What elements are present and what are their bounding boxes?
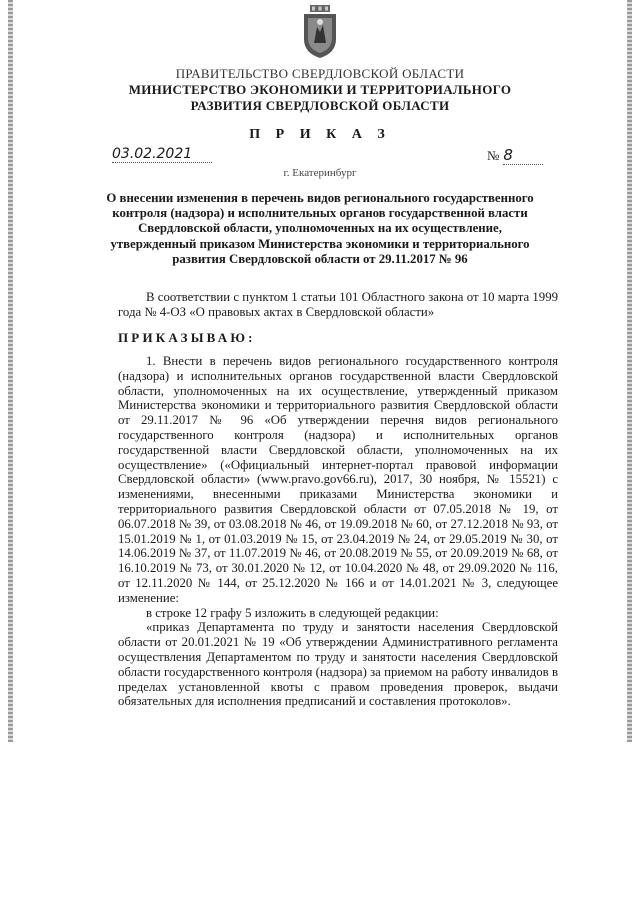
document-body bbox=[118, 354, 558, 709]
document-type: П Р И К А З bbox=[249, 127, 391, 142]
government-name: ПРАВИТЕЛЬСТВО СВЕРДЛОВСКОЙ ОБЛАСТИ bbox=[175, 66, 465, 81]
document-date: 03.02.2021 bbox=[112, 146, 212, 163]
ministry-name-cont: РАЗВИТИЯ СВЕРДЛОВСКОЙ ОБЛАСТИ bbox=[190, 98, 450, 113]
legal-basis: В соответствии с пунктом 1 статьи 101 Областного закона от 10 марта 1999 года № 4-ОЗ «О правовых актах в Свердловской области» bbox=[118, 290, 558, 319]
clause-1-row: в строке 12 графу 5 изложить в следующей редакции: bbox=[146, 605, 439, 620]
number-label: № bbox=[487, 148, 500, 163]
clause-1: 1. Внести в перечень видов регионального государственного контроля (надзора) и исполнительных органов государственной власти Свердловской области, уполномоченных на их осуществление, утвержденный приказом Министерства экономики и территориального развития Свердловской области от 29.11.2017 № 96 «Об утверждении перечня видов регионального государственного контроля (надзора) и исполнительных органов государственной власти Свердловской области, уполномоченных на их осуществление» («Официальный интернет-портал правовой информации Свердловской области» (www.pravo.gov66.ru), 2017, 30 ноября, № 15521) с изменениями, внесенными приказами Министерства экономики и территориального развития Свердловской области от 07.05.2018 № 19, от 06.07.2018 № 39, от 03.08.2018 № 46, от 19.09.2018 № 60, от 27.12.2018 № 93, от 15.01.2019 № 1, от 01.03.2019 № 15, от 23.04.2019 № 24, от 29.05.2019 № 30, от 14.06.2019 № 37, от 11.07.2019 № 46, от 20.08.2019 № 55, от 20.09.2019 № 68, от 16.10.2019 № 73, от 30.01.2020 № 12, от 10.04.2020 № 48, от 29.09.2020 № 116, от 12.11.2020 № 144, от 25.12.2020 № 166 и от 14.01.2021 № 3, следующее изменение: bbox=[118, 354, 558, 605]
document-title: О внесении изменения в перечень видов регионального государственного контроля (надзора) и исполнительных органов государственной власти Свердловской области, уполномоченных на их осуществление, утвержденный приказом Министерства экономики и территориального развития Свердловской области от 29.11.2017 № 96 bbox=[106, 191, 534, 266]
city: г. Екатеринбург bbox=[283, 167, 357, 179]
order-heading: ПРИКАЗЫВАЮ: bbox=[118, 330, 256, 345]
document-number bbox=[487, 146, 543, 165]
ministry-name: МИНИСТЕРСТВО ЭКОНОМИКИ И ТЕРРИТОРИАЛЬНОГО bbox=[128, 82, 512, 97]
number-value: 8 bbox=[503, 146, 543, 165]
clause-1-new-text: «приказ Департамента по труду и занятости населения Свердловской области от 20.01.2021 № 19 «Об утверждении Административного регламента осуществления Департаментом по труду и занятости населения Свердловской области государственного контроля (надзора) за приемом на работу инвалидов в пределах установленной квоты с правом проведения проверок, выдачи обязательных для исполнения предписаний и составления протоколов». bbox=[118, 620, 558, 709]
coat-of-arms-icon bbox=[302, 5, 338, 59]
